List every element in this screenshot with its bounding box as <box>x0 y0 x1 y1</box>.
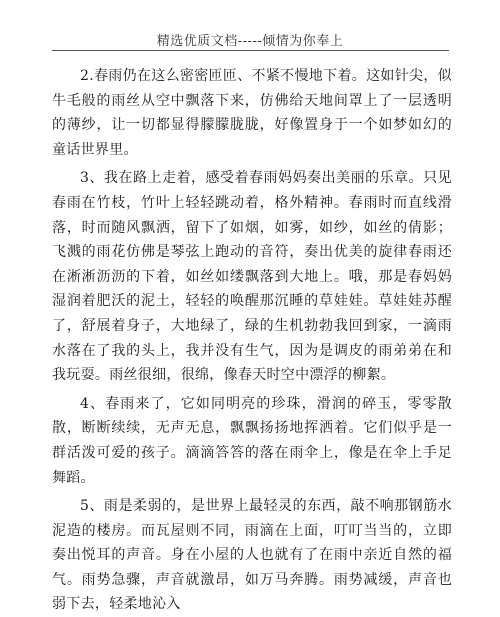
paragraph: 3、我在路上走着，感受着春雨妈妈奏出美丽的乐章。只见春雨在竹枝，竹叶上轻轻跳动着，格外精神。春雨时而直线滑落，时而随风飘洒，留下了如烟，如雾，如纱，如丝的倩影；飞溅的雨花仿佛是琴弦上跑动的音符，奏出优美的旋律春雨还在淅淅沥沥的下着，如丝如缕飘落到大地上。哦，那是春妈妈湿润着肥沃的泥土，轻轻的唤醒那沉睡的草娃娃。草娃娃苏醒了，舒展着身子，大地绿了，绿的生机勃勃我回到家，一滴雨水落在了我的头上，我并没有生气，因为是调皮的雨弟弟在和我玩耍。雨丝很细，很绵，像春天时空中漂浮的柳絮。 <box>52 170 452 384</box>
document-body <box>52 64 452 617</box>
page-header: 精选优质文档-----倾情为你奉上 <box>156 34 344 49</box>
paragraph: 4、春雨来了，它如同明亮的珍珠，滑润的碎玉，零零散散，断断续续，无声无息，飘飘扬扬地挥洒着。它们似乎是一群活泼可爱的孩子。滴滴答答的落在雨伞上，像是在伞上手足舞蹈。 <box>52 395 452 486</box>
paragraph: 2.春雨仍在这么密密匝匝、不紧不慢地下着。这如针尖，似牛毛般的雨丝从空中飘落下来，仿佛给天地间罩上了一层透明的薄纱，让一切都显得朦朦胧胧，好像置身于一个如梦如幻的童话世界里。 <box>52 68 452 158</box>
paragraph: 5、雨是柔弱的，是世界上最轻灵的东西，敲不响那钢筋水泥造的楼房。而瓦屋则不同，雨滴在上面，叮叮当当的，立即奏出悦耳的声音。身在小屋的人也就有了在雨中亲近自然的福气。雨势急骤，声音就激昂，如万马奔腾。雨势减缓，声音也弱下去，轻柔地沁入 <box>52 498 452 613</box>
header-divider <box>52 50 449 51</box>
